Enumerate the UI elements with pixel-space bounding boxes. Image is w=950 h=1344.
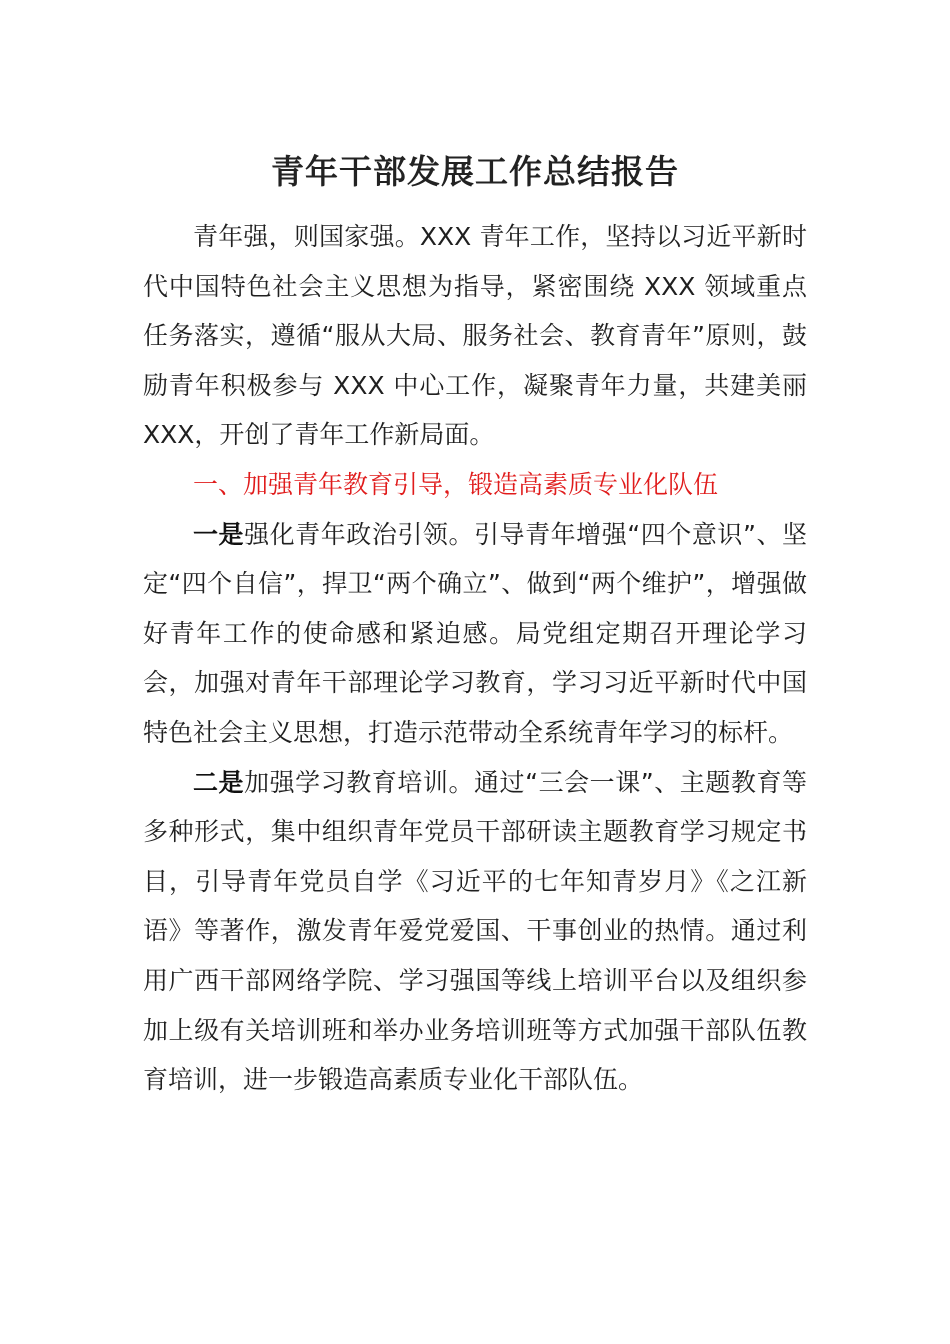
section-heading: 一、加强青年教育引导，锻造高素质专业化队伍: [193, 469, 719, 499]
item-paragraph-2: [143, 758, 807, 1105]
document-page: [143, 146, 807, 1105]
item-lead-2: 二是: [193, 767, 245, 797]
item-text-2: 加强学习教育培训。通过“三会一课”、主题教育等多种形式，集中组织青年党员干部研读主题教育学习规定书目，引导青年党员自学《习近平的七年知青岁月》《之江新语》等著作，激发青年爱党爱国、干事创业的热情。通过利用广西干部网络学院、学习强国等线上培训平台以及组织参加上级有关培训班和举办业务培训班等方式加强干部队伍教育培训，进一步锻造高素质专业化干部队伍。: [143, 767, 807, 1095]
item-lead-1: 一是: [193, 519, 245, 549]
item-paragraph-1: [143, 510, 807, 758]
intro-paragraph: 青年强，则国家强。XXX 青年工作，坚持以习近平新时代中国特色社会主义思想为指导，紧密围绕 XXX 领域重点任务落实，遵循“服从大局、服务社会、教育青年”原则，鼓励青年积极参与 XXX 中心工作，凝聚青年力量，共建美丽 XXX，开创了青年工作新局面。: [143, 222, 807, 450]
document-title: 青年干部发展工作总结报告: [271, 152, 679, 191]
item-text-1: 强化青年政治引领。引导青年增强“四个意识”、坚定“四个自信”，捍卫“两个确立”、做到“两个维护”，增强做好青年工作的使命感和紧迫感。局党组定期召开理论学习会，加强对青年干部理论学习教育，学习习近平新时代中国特色社会主义思想，打造示范带动全系统青年学习的标杆。: [143, 519, 807, 747]
